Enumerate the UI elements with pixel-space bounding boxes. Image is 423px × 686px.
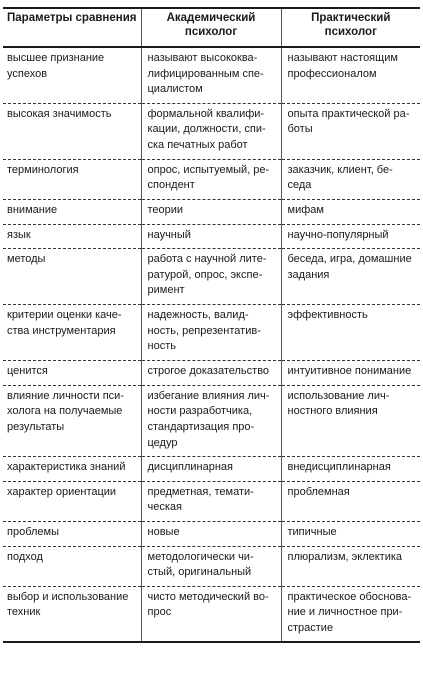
practical-cell: внедисциплинарная [281,457,420,482]
table-row [3,521,420,546]
parameter-cell: проблемы [3,521,141,546]
table-header [3,8,420,47]
parameter-cell: ценится [3,361,141,386]
practical-cell: мифам [281,199,420,224]
parameter-cell: характер ориентации [3,481,141,521]
table-row [3,385,420,456]
table-row [3,305,420,361]
academic-cell: теории [141,199,281,224]
parameter-cell: характеристика знаний [3,457,141,482]
practical-cell: опыта практической ра-боты [281,103,420,159]
practical-cell: практическое обоснова-ние и личностное при-страстие [281,586,420,642]
table-body [3,47,420,642]
table-row [3,103,420,159]
parameter-cell: терминология [3,159,141,199]
table-row [3,249,420,305]
academic-cell: новые [141,521,281,546]
academic-cell: называют высококва-лифицированным спе-циалистом [141,47,281,103]
academic-cell: методологически чи-стый, оригинальный [141,546,281,586]
table-row [3,546,420,586]
practical-cell: проблемная [281,481,420,521]
table-row [3,481,420,521]
parameter-cell: внимание [3,199,141,224]
table-row [3,586,420,642]
table-row [3,457,420,482]
academic-cell: опрос, испытуемый, ре-спондент [141,159,281,199]
practical-cell: заказчик, клиент, бе-седа [281,159,420,199]
practical-cell: интуитивное понимание [281,361,420,386]
practical-cell: беседа, игра, домашние задания [281,249,420,305]
academic-cell: избегание влияния лич-ности разработчика, стандартизация про-цедур [141,385,281,456]
academic-cell: дисциплинарная [141,457,281,482]
table-row [3,224,420,249]
header-practical: Практический психолог [281,8,420,47]
academic-cell: предметная, темати-ческая [141,481,281,521]
practical-cell: использование лич-ностного влияния [281,385,420,456]
table-row [3,361,420,386]
table-row [3,159,420,199]
academic-cell: строгое доказательство [141,361,281,386]
practical-cell: типичные [281,521,420,546]
practical-cell: плюрализм, эклектика [281,546,420,586]
parameter-cell: выбор и использование техник [3,586,141,642]
parameter-cell: высшее признание успехов [3,47,141,103]
table-row [3,199,420,224]
header-academic: Академический психолог [141,8,281,47]
header-parameters: Параметры сравнения [3,8,141,47]
academic-cell: научный [141,224,281,249]
table-row [3,47,420,103]
academic-cell: надежность, валид-ность, репрезентатив-ность [141,305,281,361]
parameter-cell: язык [3,224,141,249]
parameter-cell: методы [3,249,141,305]
parameter-cell: высокая значимость [3,103,141,159]
parameter-cell: влияние личности пси-холога на получаемые результаты [3,385,141,456]
comparison-table [3,7,420,643]
academic-cell: чисто методический во-прос [141,586,281,642]
header-row [3,8,420,47]
practical-cell: эффективность [281,305,420,361]
academic-cell: работа с научной лите-ратурой, опрос, экспе-римент [141,249,281,305]
academic-cell: формальной квалифи-кации, должности, спи-ска печатных работ [141,103,281,159]
parameter-cell: подход [3,546,141,586]
practical-cell: научно-популярный [281,224,420,249]
parameter-cell: критерии оценки каче-ства инструментария [3,305,141,361]
practical-cell: называют настоящим профессионалом [281,47,420,103]
